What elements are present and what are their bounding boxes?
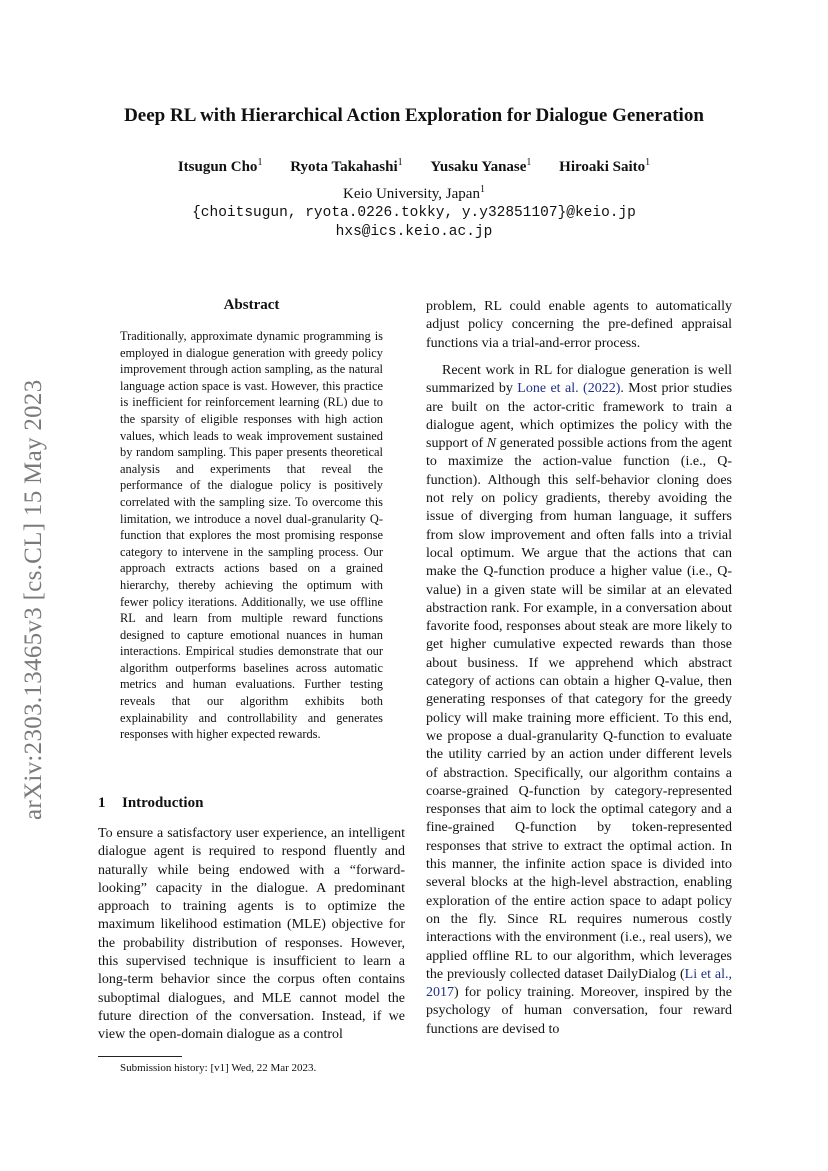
section-number: 1 — [98, 795, 106, 811]
right-column-paragraph — [426, 362, 732, 1039]
introduction-paragraph: To ensure a satisfactory user experience, an intelligent dialogue agent is required to respond fluently and naturally while being endowed with a “forward-looking” capacity in the dialogue. A predominant approach to training agents is to optimize the maximum likelihood estimation (MLE) objective for the probability distribution of responses. However, this supervised technique is insufficient to learn a long-term behavior since the corpus often contains suboptimal dialogues, and MLE cannot model the future direction of the conversation. Instead, if we view the open-domain dialogue as a control — [98, 826, 405, 1043]
author-name: Yusaku Yanase — [430, 159, 527, 175]
author — [178, 159, 263, 175]
author-affil-mark: 1 — [257, 157, 263, 168]
author — [290, 159, 402, 175]
author-list — [60, 157, 768, 176]
citation-link[interactable]: Li et al., 2017 — [426, 966, 732, 1001]
abstract-heading: Abstract — [223, 297, 280, 313]
author-name: Ryota Takahashi — [290, 159, 398, 175]
right-column-paragraph: problem, RL could enable agents to automatically adjust policy concerning the pre-defined appraisal functions via a trial-and-error process. — [426, 299, 732, 351]
author-name: Hiroaki Saito — [559, 159, 646, 175]
affiliation-mark: 1 — [479, 184, 485, 195]
paper-title: Deep RL with Hierarchical Action Exploration for Dialogue Generation — [124, 105, 704, 126]
paragraph-text: generated possible actions from the agent to maximize the action-value function (i.e., Q-function). Although this self-behavior cloning does not rely on policy gradients, thereby avoiding the issue of diverging from human language, it suffers from slow improvement and often falls into a trivial local optimum. We argue that the actions that can make the Q-function produce a higher value (i.e., Q-value) in a given state will be similar at an elevated abstraction rank. For example, in a conversation about favorite food, responses about steak are more likely to get higher cumulative expected rewards than those about business. If we apprehend which abstract category of actions can obtain a higher Q-value, then generating responses of that category for the greedy policy will make training more efficient. To this end, we propose a dual-granularity Q-function to evaluate the utility carried by an action under different levels of abstraction. Specifically, our algorithm contains a coarse-grained Q-function by category-represented responses that aim to lock the optimal category and a fine-grained Q-function by token-represented responses that strive to extract the optimal action. In this manner, the infinite action space is divided into several blocks at the high-level abstraction, enabling exploration of the entire action space to adapt policy on the fly. Since RL requires numerous costly interactions with the environment (i.e., real users), we applied offline RL to our algorithm, which leverages the previously collected dataset DailyDialog ( — [426, 436, 732, 982]
affiliation — [60, 184, 768, 203]
author-affil-mark: 1 — [397, 157, 403, 168]
footnote: Submission history: [v1] Wed, 22 Mar 2023. — [120, 1062, 317, 1074]
arxiv-identifier: arXiv:2303.13465v3 [cs.CL] 15 May 2023 — [20, 379, 47, 820]
paragraph-text: ) for policy training. Moreover, inspired by the psychology of human conversation, four reward functions are devised to — [426, 985, 732, 1037]
author — [430, 159, 531, 175]
section-heading-introduction — [98, 795, 203, 812]
author-affil-mark: 1 — [645, 157, 651, 168]
author-name: Itsugun Cho — [177, 159, 258, 175]
email-line[interactable]: {choitsugun, ryota.0226.tokky, y.y32851107}@keio.jp — [192, 205, 636, 221]
citation-link[interactable]: Lone et al. (2022) — [517, 381, 621, 397]
math-symbol: N — [486, 436, 497, 452]
affiliation-name: Keio University, Japan — [343, 186, 480, 202]
abstract-text: Traditionally, approximate dynamic programming is employed in dialogue generation with greedy policy improvement through action sampling, as the natural language action space is vast. However, this practice is inefficient for reinforcement learning (RL) due to the sparsity of eligible responses with high action values, which leads to weak improvement sustained by random sampling. This paper presents theoretical analysis and experiments that reveal the performance of the dialogue policy is positively correlated with the sampling size. To overcome this limitation, we introduce a novel dual-granularity Q-function that explores the most promising response category to intervene in the sampling process. Our approach extracts actions based on a grained hierarchy, thereby achieving the optimum with fewer policy iterations. Additionally, we use offline RL and learn from multiple reward functions designed to capture emotional nuances in human interactions. Empirical studies demonstrate that our algorithm outperforms baselines across automatic metrics and human evaluations. Further testing reveals that our algorithm exhibits both explainability and controllability and generates responses with higher expected rewards. — [120, 329, 383, 742]
email-line[interactable]: hxs@ics.keio.ac.jp — [335, 224, 493, 240]
author-affil-mark: 1 — [526, 157, 532, 168]
paragraph-text: . Most prior studies are built on the actor-critic framework to train a dialogue agent, which optimizes the policy with the support of — [426, 381, 733, 452]
footnote-divider — [98, 1056, 182, 1057]
section-title: Introduction — [122, 795, 204, 811]
paragraph-text: Recent work in RL for dialogue generation is well summarized by — [426, 363, 732, 397]
author — [559, 159, 650, 175]
